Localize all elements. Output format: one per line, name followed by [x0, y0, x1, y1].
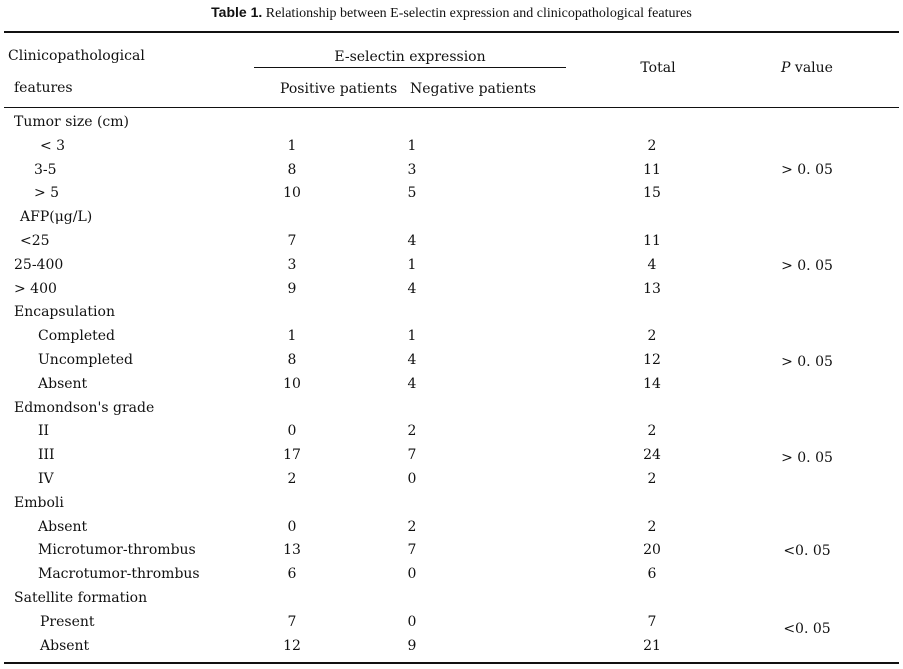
row-negative-count: 5 [407, 185, 417, 202]
row-positive-count: 2 [287, 471, 297, 487]
pvalue-encapsulation: > 0. 05 [781, 354, 833, 370]
header-positive: Positive patients [280, 81, 398, 97]
table-row [0, 324, 903, 348]
header-pvalue [752, 60, 862, 76]
row-feature-label: > 400 [14, 280, 57, 297]
header-pvalue-rest: value [790, 60, 833, 76]
row-negative-count: 0 [407, 613, 417, 630]
row-feature-label: Edmondson's grade [14, 399, 155, 416]
row-feature-label: Microtumor-thrombus [38, 542, 196, 559]
row-feature-label: Absent [40, 637, 90, 654]
row-feature-label: II [38, 423, 50, 440]
row-feature-label: IV [38, 471, 54, 487]
header-pvalue-italic: P [781, 60, 791, 76]
header-feature-line1: Clinicopathological [8, 48, 145, 64]
pvalue-edmondson: > 0. 05 [781, 450, 833, 466]
row-feature-label: Absent [38, 518, 88, 535]
row-positive-count: 6 [287, 566, 297, 583]
row-feature-label: Present [40, 613, 95, 630]
pvalue-satellite: <0. 05 [783, 621, 831, 637]
row-positive-count: 3 [287, 256, 297, 273]
table-row [0, 300, 903, 324]
row-total-count: 2 [647, 328, 657, 345]
row-positive-count: 1 [287, 328, 297, 345]
header-negative: Negative patients [410, 81, 537, 97]
table-row [0, 515, 903, 539]
row-feature-label: 3-5 [34, 161, 57, 178]
table-row [0, 229, 903, 253]
row-positive-count: 8 [287, 161, 297, 178]
top-rule [4, 31, 899, 33]
row-feature-label: Absent [38, 375, 88, 392]
row-positive-count: 13 [283, 542, 301, 559]
row-negative-count: 4 [407, 375, 417, 392]
header-group-label: E-selectin expression [334, 49, 486, 65]
pvalue-emboli: <0. 05 [783, 543, 831, 559]
bottom-rule [4, 662, 899, 664]
row-positive-count: 10 [283, 375, 301, 392]
row-total-count: 13 [643, 280, 661, 297]
row-total-count: 15 [643, 185, 661, 202]
row-positive-count: 0 [287, 423, 297, 440]
table-row [0, 634, 903, 658]
table-row [0, 562, 903, 586]
row-total-count: 11 [643, 233, 661, 249]
row-total-count: 12 [643, 352, 661, 368]
row-feature-label: <25 [20, 233, 50, 249]
header-total: Total [640, 60, 676, 76]
table-row [0, 491, 903, 515]
row-negative-count: 7 [407, 447, 417, 464]
row-positive-count: 1 [287, 137, 297, 154]
row-total-count: 20 [643, 542, 661, 559]
group-underline [254, 67, 566, 68]
row-feature-label: Macrotumor-thrombus [38, 566, 200, 583]
row-feature-label: Completed [38, 328, 116, 345]
row-total-count: 2 [647, 471, 657, 487]
row-negative-count: 4 [407, 280, 417, 297]
row-total-count: 2 [647, 518, 657, 535]
row-negative-count: 1 [407, 328, 417, 345]
row-total-count: 4 [647, 256, 657, 273]
row-negative-count: 1 [407, 256, 417, 273]
row-feature-label: Satellite formation [14, 590, 148, 606]
row-total-count: 7 [647, 613, 657, 630]
row-feature-label: Encapsulation [14, 304, 115, 321]
table-row [0, 110, 903, 134]
row-positive-count: 17 [283, 447, 301, 464]
row-feature-label: Emboli [14, 494, 64, 511]
pvalue-tumor-size: > 0. 05 [781, 162, 833, 178]
row-feature-label: 25-400 [14, 256, 64, 273]
table-row [0, 134, 903, 158]
pvalue-afp: > 0. 05 [781, 258, 833, 274]
row-feature-label: Tumor size (cm) [14, 114, 130, 130]
row-total-count: 14 [643, 375, 661, 392]
table-row [0, 419, 903, 443]
row-positive-count: 7 [287, 613, 297, 630]
row-negative-count: 2 [407, 423, 417, 440]
row-negative-count: 2 [407, 518, 417, 535]
row-positive-count: 9 [287, 280, 297, 297]
table-row [0, 372, 903, 396]
row-positive-count: 8 [287, 352, 297, 368]
header-feature-line2: features [14, 80, 73, 96]
row-negative-count: 0 [407, 566, 417, 583]
row-feature-label: > 5 [34, 185, 60, 202]
row-negative-count: 9 [407, 637, 417, 654]
table-row [0, 181, 903, 205]
row-negative-count: 4 [407, 352, 417, 368]
table-row [0, 467, 903, 491]
row-negative-count: 3 [407, 161, 417, 178]
row-positive-count: 0 [287, 518, 297, 535]
table-row [0, 586, 903, 610]
row-negative-count: 7 [407, 542, 417, 559]
row-positive-count: 10 [283, 185, 301, 202]
table-caption-text: Relationship between E-selectin expression and clinicopathological features [265, 6, 692, 21]
row-feature-label: Uncompleted [38, 352, 133, 368]
row-positive-count: 7 [287, 233, 297, 249]
table-caption-label: Table 1. [211, 4, 263, 20]
row-total-count: 2 [647, 137, 657, 154]
table-caption [0, 4, 903, 22]
table-row [0, 396, 903, 420]
row-total-count: 2 [647, 423, 657, 440]
row-total-count: 11 [643, 161, 661, 178]
row-negative-count: 0 [407, 471, 417, 487]
row-total-count: 6 [647, 566, 657, 583]
row-feature-label: < 3 [40, 137, 66, 154]
row-feature-label: III [38, 447, 55, 464]
row-positive-count: 12 [283, 637, 301, 654]
row-total-count: 24 [643, 447, 661, 464]
row-total-count: 21 [643, 637, 661, 654]
table-row [0, 205, 903, 229]
header-rule [4, 107, 899, 108]
row-negative-count: 4 [407, 233, 417, 249]
row-negative-count: 1 [407, 137, 417, 154]
row-feature-label: AFP(μg/L) [20, 209, 93, 226]
table-row [0, 277, 903, 301]
